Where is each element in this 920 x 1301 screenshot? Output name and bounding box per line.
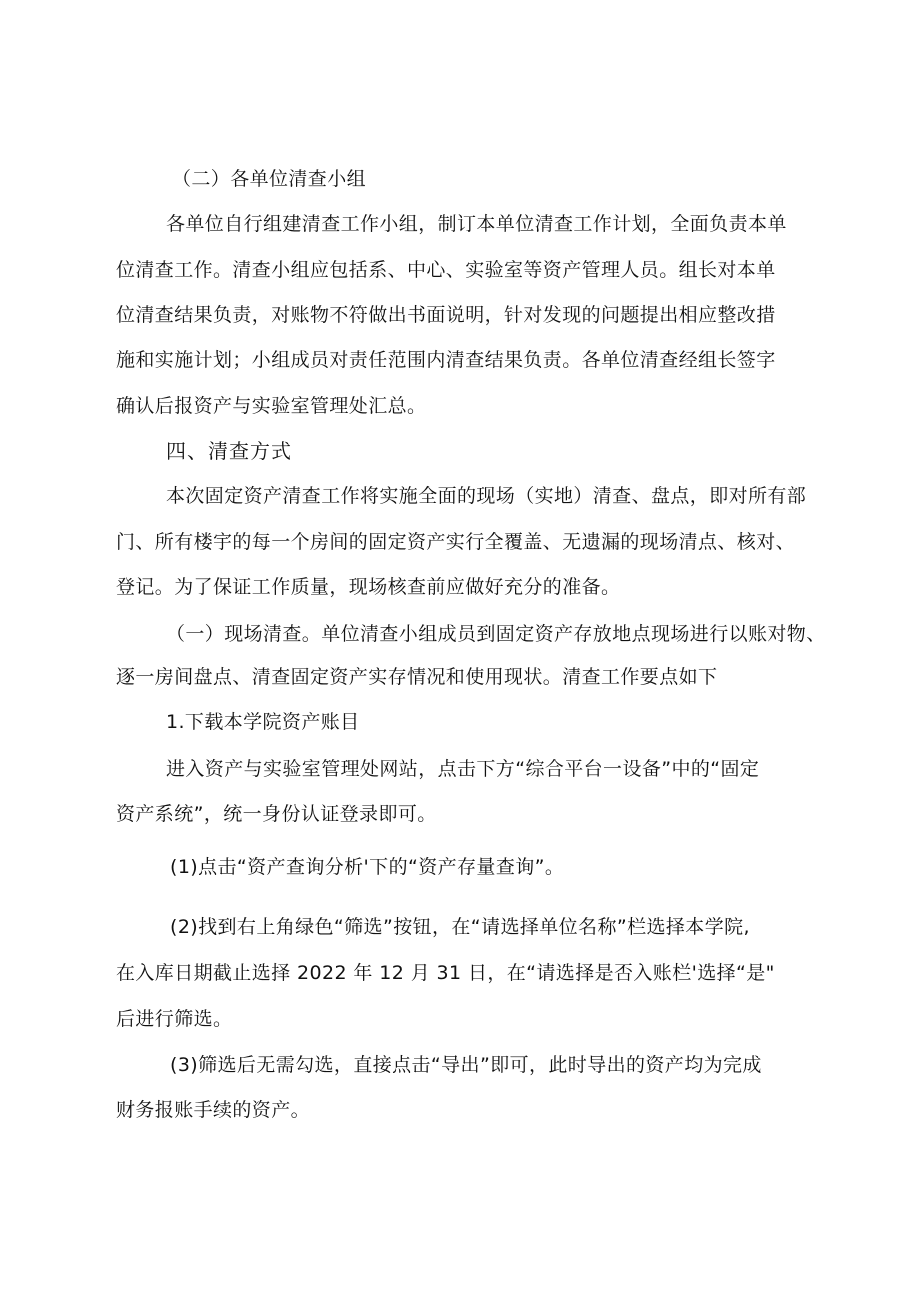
paragraph-line: 位清查结果负责，对账物不符做出书面说明，针对发现的问题提出相应整改措 — [116, 304, 776, 326]
step-line: (3)筛选后无需勾选，直接点击“导出”即可，此时导出的资产均为完成 — [170, 1054, 762, 1076]
paragraph-line: 各单位自行组建清查工作小组，制订本单位清查工作计划，全面负责本单 — [166, 213, 787, 235]
step-line: 在入库日期截止选择 2022 年 12 月 31 日，在“请选择是否入账栏'选择“是" — [116, 962, 775, 984]
paragraph-line: 位清查工作。清查小组应包括系、中心、实验室等资产管理人员。组长对本单 — [116, 259, 776, 281]
paragraph-line: 本次固定资产清查工作将实施全面的现场（实地）清查、盘点，即对所有部 — [166, 485, 807, 507]
paragraph-line: 资产系统”，统一身份认证登录即可。 — [116, 803, 437, 825]
paragraph-line: 确认后报资产与实验室管理处汇总。 — [116, 395, 427, 417]
step-line: (1)点击“资产查询分析'下的“资产存量查询”。 — [170, 856, 565, 878]
item-heading: 1.下载本学院资产账目 — [166, 711, 360, 733]
subsection-heading: （二）各单位清查小组 — [172, 168, 367, 190]
paragraph-line: 施和实施计划；小组成员对责任范围内清查结果负责。各单位清查经组长签字 — [116, 349, 776, 371]
step-line: (2)找到右上角绿色“筛选”按钮，在“请选择单位名称”栏选择本学院, — [170, 916, 750, 938]
step-line: 财务报账手续的资产。 — [116, 1099, 311, 1121]
section-heading: 四、清查方式 — [166, 439, 292, 463]
paragraph-line: 进入资产与实验室管理处网站，点击下方“综合平台一设备”中的“固定 — [166, 758, 760, 780]
paragraph-line: 登记。为了保证工作质量，现场核查前应做好充分的准备。 — [116, 576, 621, 598]
paragraph-line: 门、所有楼宇的每一个房间的固定资产实行全覆盖、无遗漏的现场清点、核对、 — [116, 531, 796, 553]
paragraph-line: 逐一房间盘点、清查固定资产实存情况和使用现状。清查工作要点如下 — [116, 666, 718, 688]
paragraph-line: （一）现场清查。单位清查小组成员到固定资产存放地点现场进行以账对物、 — [166, 623, 826, 645]
step-line: 后进行筛选。 — [116, 1008, 233, 1030]
